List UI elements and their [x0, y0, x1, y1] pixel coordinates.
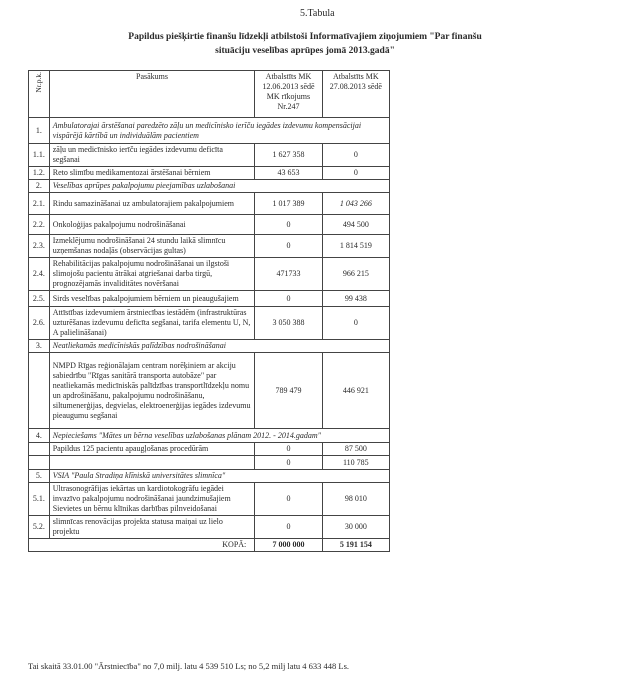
row-col-a: 0 — [255, 456, 322, 470]
title-line-1: Papildus piešķirtie finanšu līdzekļi atbilstoši Informatīvajiem ziņojumiem "Par finanšu — [128, 32, 482, 42]
row-number: 2.4. — [29, 258, 50, 291]
table-row — [29, 193, 390, 215]
row-description: Rehabilitācijas pakalpojumu nodrošināšanai un ilgstoši slimojošu pacientu ātrākai atgriešanai darba tirgū, prognozējamās invaliditātes novēršanai — [49, 258, 255, 291]
total-label: KOPĀ: — [29, 539, 255, 552]
total-col-b: 5 191 154 — [322, 539, 389, 552]
row-col-a: 0 — [255, 235, 322, 258]
header-col-b: Atbalstīts MK 27.08.2013 sēdē — [322, 71, 389, 118]
table-row — [29, 291, 390, 307]
row-col-a: 0 — [255, 215, 322, 235]
footnote: Tai skaitā 33.01.00 "Ārstniecība" no 7,0 milj. latu 4 539 510 Ls; no 5,2 milj latu 4 633 448 Ls. — [28, 661, 350, 671]
row-description: Attīstības izdevumiem ārstniecības iestādēm (infrastruktūras uzturēšanas izdevumu deficīta segšanai, tarifa elementu U, N, A palielināšanai) — [49, 307, 255, 340]
section-row — [29, 470, 390, 483]
row-col-b: 99 438 — [322, 291, 389, 307]
row-number: 2. — [29, 180, 50, 193]
row-col-b: 1 814 519 — [322, 235, 389, 258]
document-title — [30, 30, 580, 58]
row-col-b: 0 — [322, 307, 389, 340]
row-number: 5.1. — [29, 483, 50, 516]
row-col-b: 0 — [322, 167, 389, 180]
total-col-a: 7 000 000 — [255, 539, 322, 552]
row-description: Reto slimību medikamentozai ārstēšanai bērniem — [49, 167, 255, 180]
title-line-2: situāciju veselības aprūpes jomā 2013.gadā" — [215, 46, 395, 56]
table-row — [29, 307, 390, 340]
row-description: Sirds veselības pakalpojumiem bērniem un pieaugušajiem — [49, 291, 255, 307]
row-number: 2.6. — [29, 307, 50, 340]
table-row — [29, 353, 390, 429]
row-description: Onkoloģijas pakalpojumu nodrošināšanai — [49, 215, 255, 235]
table-row — [29, 215, 390, 235]
row-number — [29, 443, 50, 456]
row-col-a: 471733 — [255, 258, 322, 291]
row-number: 2.2. — [29, 215, 50, 235]
section-row — [29, 429, 390, 443]
row-col-a: 1 017 389 — [255, 193, 322, 215]
row-number — [29, 456, 50, 470]
section-description: Neatliekamās medicīniskās palīdzības nodrošināšanai — [49, 340, 389, 353]
table-row — [29, 144, 390, 167]
section-row — [29, 340, 390, 353]
row-description: zāļu un medicīnisko ierīču iegādes izdevumu deficīta segšanai — [49, 144, 255, 167]
row-number: 5.2. — [29, 516, 50, 539]
section-description: Veselības aprūpes pakalpojumu pieejamības uzlabošanai — [49, 180, 389, 193]
row-description: Papildus 125 pacientu apaugļošanas procedūrām — [49, 443, 255, 456]
row-description: Izmeklējumu nodrošināšanai 24 stundu laikā slimnīcu uzņemšanas nodaļās (observācijas gultas) — [49, 235, 255, 258]
row-number: 2.3. — [29, 235, 50, 258]
table-row — [29, 483, 390, 516]
row-col-a: 1 627 358 — [255, 144, 322, 167]
row-col-a: 0 — [255, 516, 322, 539]
row-description: Rindu samazināšanai uz ambulatorajiem pakalpojumiem — [49, 193, 255, 215]
row-col-a: 0 — [255, 443, 322, 456]
row-number: 3. — [29, 340, 50, 353]
table-row — [29, 167, 390, 180]
row-description — [49, 456, 255, 470]
table-row — [29, 443, 390, 456]
row-number: 2.1. — [29, 193, 50, 215]
header-nr: Nr.p.k. — [29, 71, 50, 118]
row-col-b: 1 043 266 — [322, 193, 389, 215]
section-description: Ambulatorajai ārstēšanai paredzēto zāļu un medicīnisko ierīču iegādes izdevumu kompensācijai vispārējā kārtībā un individuālām pacientiem — [49, 118, 389, 144]
total-row — [29, 539, 390, 552]
row-col-b: 494 500 — [322, 215, 389, 235]
section-row — [29, 118, 390, 144]
row-col-b: 446 921 — [322, 353, 389, 429]
table-number: 5.Tabula — [300, 8, 335, 19]
table-row — [29, 258, 390, 291]
row-number: 1.2. — [29, 167, 50, 180]
row-number: 2.5. — [29, 291, 50, 307]
table-row — [29, 516, 390, 539]
row-number: 1.1. — [29, 144, 50, 167]
row-col-a: 43 653 — [255, 167, 322, 180]
row-col-b: 30 000 — [322, 516, 389, 539]
row-number: 4. — [29, 429, 50, 443]
table-header-row — [29, 71, 390, 118]
row-col-b: 966 215 — [322, 258, 389, 291]
row-number — [29, 353, 50, 429]
row-col-b: 110 785 — [322, 456, 389, 470]
header-pasakums: Pasākums — [49, 71, 255, 118]
funding-table — [28, 70, 390, 552]
section-description: VSIA "Paula Stradiņa klīniskā universitātes slimnīca" — [49, 470, 389, 483]
row-col-b: 87 500 — [322, 443, 389, 456]
header-col-a: Atbalstīts MK 12.06.2013 sēdē MK rīkojums Nr.247 — [255, 71, 322, 118]
row-description: Ultrasonogrāfijas iekārtas un kardiotokogrāfu iegādei invazīvo pakalpojumu nodrošināšanai jaundzimušajiem Sievietes un bērnu klīnikas darbības pilnveidošanai — [49, 483, 255, 516]
row-col-a: 0 — [255, 483, 322, 516]
row-description: NMPD Rīgas reģionālajam centram norēķiniem ar akciju sabiedrību "Rīgas sanitārā transporta autobāze" par neatliekamās medicīniskās palīdzības transportlīdzekļu nomu un apdrošināšanu, pakalpojumu nodrošināšanu, siltumenerģijas, degvielas, elektroenerģijas iegādes izdevumu pieaugumu segšanai — [49, 353, 255, 429]
row-col-a: 0 — [255, 291, 322, 307]
section-description: Nepieciešams "Mātes un bērna veselības uzlabošanas plānam 2012. - 2014.gadam" — [49, 429, 389, 443]
table-row — [29, 456, 390, 470]
row-number: 1. — [29, 118, 50, 144]
row-col-a: 3 050 388 — [255, 307, 322, 340]
row-col-b: 0 — [322, 144, 389, 167]
row-number: 5. — [29, 470, 50, 483]
row-col-b: 98 010 — [322, 483, 389, 516]
row-col-a: 789 479 — [255, 353, 322, 429]
row-description: slimnīcas renovācijas projekta statusa maiņai uz lielo projektu — [49, 516, 255, 539]
section-row — [29, 180, 390, 193]
table-row — [29, 235, 390, 258]
